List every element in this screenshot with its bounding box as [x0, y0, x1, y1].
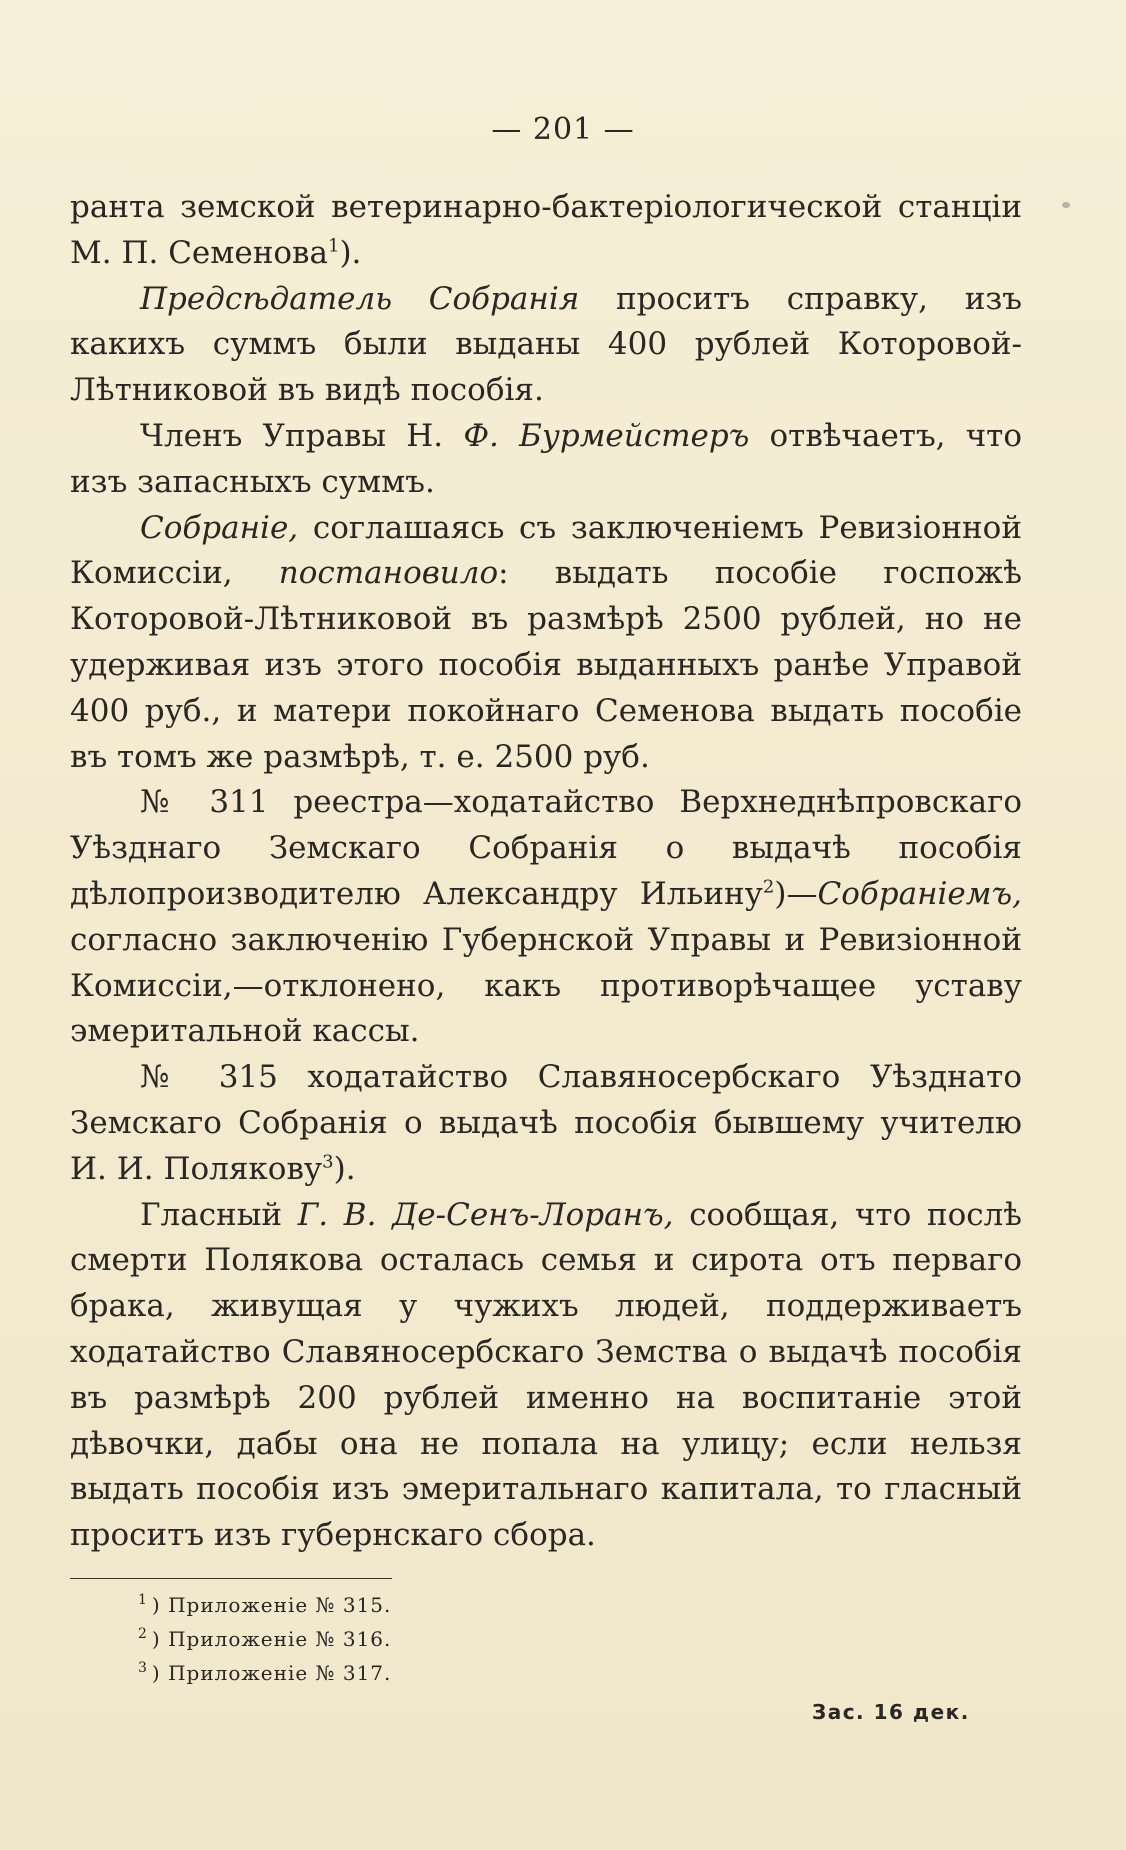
paragraph: [70, 780, 1022, 1055]
footnote-divider: [70, 1578, 392, 1579]
italic-name: Собраніемъ,: [817, 875, 1022, 912]
page-number: — 201 —: [491, 112, 635, 147]
italic-name: Собраніе,: [140, 509, 299, 546]
italic-name: Предсѣдатель Собранія: [140, 280, 580, 317]
paragraph: [70, 1055, 1022, 1192]
paragraph: [70, 414, 1022, 506]
text-run: сообщая, что послѣ смерти Полякова осталась семья и сирота отъ перваго брака, живущая у чужихъ людей, поддерживаетъ ходатайство Славяносербскаго Земства о выдачѣ пособія въ размѣрѣ 200 рублей именно на воспитаніе этой дѣвочки, дабы она не попала на улицу; если нельзя выдать пособія изъ эмеритальнаго капитала, то гласный проситъ изъ губернскаго сбора.: [70, 1196, 1022, 1554]
text-run: : выдать пособіе госпожѣ Которовой-Лѣтниковой въ размѣрѣ 2500 рублей, но не удерживая изъ этого пособія выданныхъ ранѣе Управой 400 руб., и матери покойнаго Семенова выдать пособіе въ томъ же размѣрѣ, т. е. 2500 руб.: [70, 555, 1022, 775]
text-run: проситъ справку, изъ какихъ суммъ были выданы 400 рублей Которовой-Лѣтниковой въ видѣ пособія.: [70, 280, 1022, 409]
footnote-mark: 3: [138, 1660, 148, 1677]
footnote-mark: 2: [138, 1626, 148, 1643]
body-text: [70, 185, 1022, 1559]
footnote-mark: 1: [138, 1592, 148, 1609]
text-run: ).: [333, 1150, 356, 1187]
text-run: № 311 реестра—ходатайство Верхнеднѣпровскаго Уѣзднаго Земскаго Собранія о выдачѣ пособія дѣлопроизводителю Александру Ильину: [70, 784, 1022, 912]
footnote: [138, 1622, 391, 1656]
footnote-ref: 1: [327, 235, 340, 257]
text-run: соглашаясь съ заключеніемъ Ревизіонной Комиссіи,: [70, 509, 1022, 592]
footnote-text: ) Приложеніе № 316.: [151, 1627, 392, 1651]
text-run: отвѣчаетъ, что изъ запасныхъ суммъ.: [70, 417, 1023, 500]
paper-speck: [1062, 202, 1070, 208]
italic-name: постановило: [278, 555, 499, 592]
text-run: Членъ Управы Н.: [140, 417, 464, 454]
footnote-ref: 2: [762, 876, 775, 898]
text-run: № 315 ходатайство Славяносербскаго Уѣзднато Земскаго Собранія о выдачѣ пособія бывшему учителю И. И. Полякову: [70, 1059, 1022, 1187]
text-run: )—: [774, 875, 818, 912]
footnote-text: ) Приложеніе № 315.: [151, 1593, 392, 1617]
italic-name: Ф. Бурмейстеръ: [463, 417, 750, 454]
signature-mark: Зас. 16 дек.: [812, 1700, 970, 1724]
text-run: Гласный: [140, 1196, 298, 1233]
paragraph: [70, 277, 1022, 414]
footnote: [138, 1588, 391, 1622]
footnote-ref: 3: [322, 1151, 334, 1173]
paragraph: [70, 185, 1022, 277]
paragraph: [70, 1193, 1022, 1559]
paragraph: [70, 506, 1022, 781]
footnote: [138, 1656, 391, 1690]
text-run: ранта земской ветеринарно-бактеріологической станціи М. П. Семенова: [70, 189, 1022, 271]
italic-name: Г. В. Де-Сенъ-Лоранъ,: [297, 1196, 674, 1233]
text-run: ).: [339, 234, 362, 271]
footnotes: [138, 1588, 391, 1690]
footnote-text: ) Приложеніе № 317.: [151, 1661, 392, 1685]
text-run: согласно заключенію Губернской Управы и Ревизіонной Комиссіи,—отклонено, какъ противорѣчащее уставу эмеритальной кассы.: [70, 921, 1022, 1050]
